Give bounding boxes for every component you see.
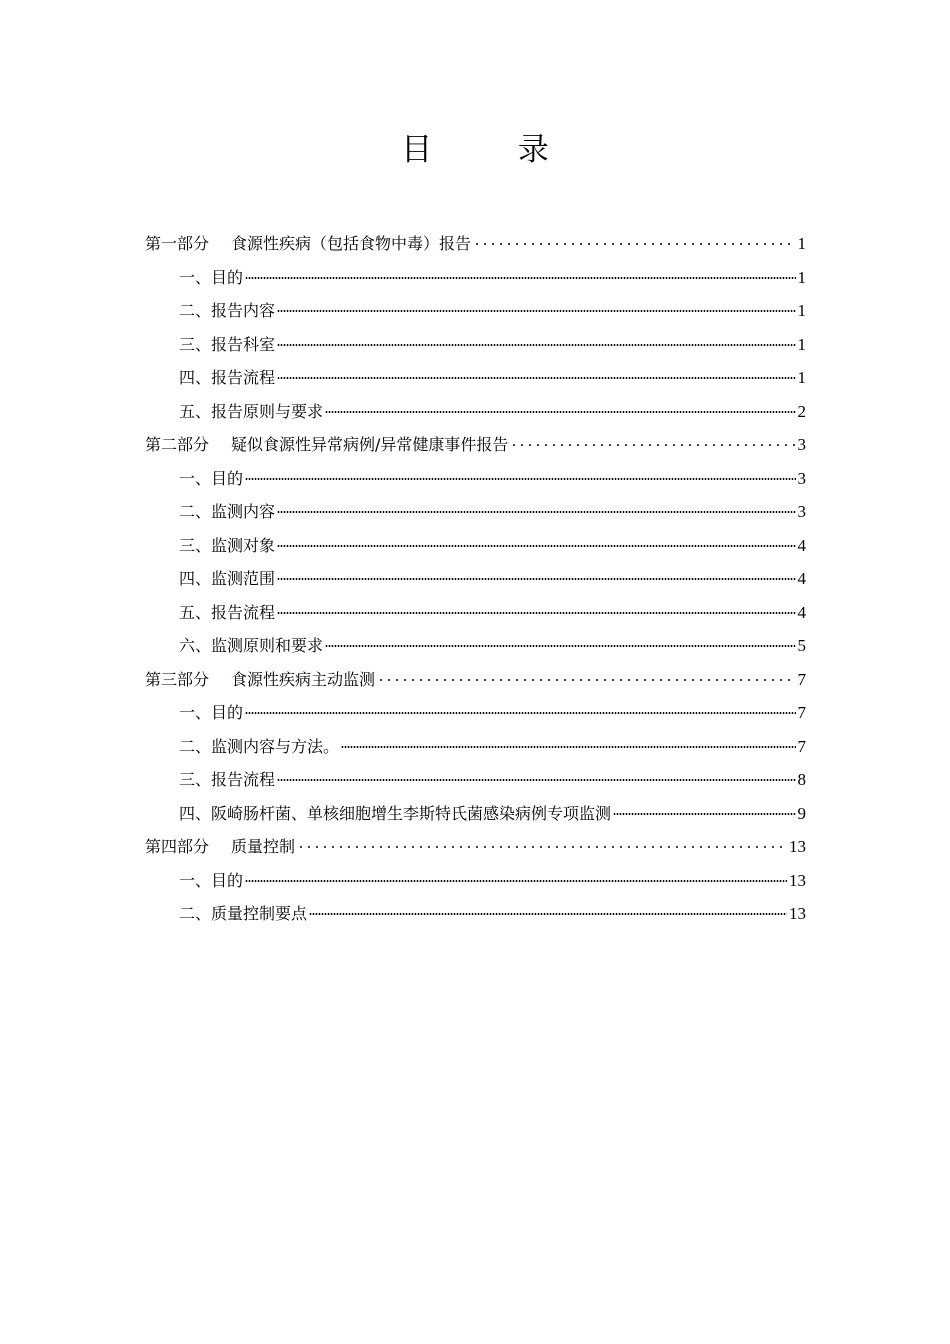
toc-section-entry[interactable] bbox=[145, 361, 806, 395]
toc-page-number: 9 bbox=[797, 803, 806, 823]
toc-page-number: 8 bbox=[797, 770, 806, 789]
toc-page-number: 13 bbox=[789, 837, 806, 856]
toc-part-number: 第一部分 bbox=[145, 234, 210, 253]
toc-page-number: 5 bbox=[797, 636, 806, 655]
toc-entry-text: 质量控制 bbox=[231, 837, 296, 856]
toc-page-number: 7 bbox=[797, 736, 806, 756]
toc-entry-text: 四、监测范围 bbox=[179, 569, 276, 588]
toc-page-number: 4 bbox=[797, 569, 806, 588]
toc-entry-label bbox=[179, 529, 275, 563]
toc-entry-label bbox=[179, 763, 275, 797]
toc-page-number: 13 bbox=[789, 870, 806, 890]
toc-entry-label bbox=[145, 663, 375, 697]
dot-leader bbox=[277, 545, 795, 547]
dot-leader bbox=[277, 377, 795, 379]
toc-entry-label bbox=[179, 696, 243, 730]
toc-part-entry[interactable] bbox=[145, 830, 806, 864]
toc-entry-text: 一、目的 bbox=[179, 703, 244, 722]
toc-section-entry[interactable] bbox=[145, 629, 806, 663]
dot-leader bbox=[245, 277, 795, 279]
dot-leader bbox=[341, 746, 795, 748]
toc-entry-label bbox=[179, 294, 275, 328]
toc-section-entry[interactable] bbox=[145, 294, 806, 328]
toc-section-entry[interactable] bbox=[145, 462, 806, 496]
dot-leader bbox=[277, 511, 795, 513]
toc-page-number: 7 bbox=[797, 703, 806, 722]
toc-entry-text: 三、监测对象 bbox=[179, 535, 276, 555]
toc-section-entry[interactable] bbox=[145, 328, 806, 362]
toc-entry-label bbox=[179, 864, 243, 898]
toc-entry-text: 五、报告流程 bbox=[179, 602, 276, 622]
toc-entry-text: 四、阪崎肠杆菌、单核细胞增生李斯特氏菌感染病例专项监测 bbox=[179, 803, 612, 823]
toc-part-entry[interactable] bbox=[145, 227, 806, 261]
toc-page-number: 13 bbox=[789, 904, 806, 923]
dot-leader bbox=[325, 411, 795, 413]
toc-part-number: 第三部分 bbox=[145, 669, 210, 689]
toc-part-number: 第四部分 bbox=[145, 837, 210, 856]
toc-entry-label bbox=[179, 361, 275, 395]
toc-entry-label bbox=[179, 596, 275, 630]
toc-entry-text: 一、目的 bbox=[179, 267, 244, 287]
toc-entry-label bbox=[179, 562, 275, 596]
toc-entry-text: 二、质量控制要点 bbox=[179, 904, 308, 923]
toc-entry-text: 一、目的 bbox=[179, 870, 244, 890]
toc-part-entry[interactable] bbox=[145, 428, 806, 462]
toc-entry-label bbox=[179, 395, 323, 429]
toc-page-number: 1 bbox=[797, 334, 806, 354]
dot-leader bbox=[245, 712, 795, 714]
toc-entry-text: 四、报告流程 bbox=[179, 368, 276, 387]
toc-page-number: 2 bbox=[797, 401, 806, 421]
toc-section-entry[interactable] bbox=[145, 562, 806, 596]
page-title: 目 录 bbox=[401, 132, 587, 168]
dot-leader bbox=[297, 846, 787, 848]
dot-leader bbox=[277, 612, 795, 614]
toc-page-number: 1 bbox=[797, 368, 806, 387]
toc-section-entry[interactable] bbox=[145, 495, 806, 529]
toc-part-entry[interactable] bbox=[145, 663, 806, 697]
toc-section-entry[interactable] bbox=[145, 797, 806, 831]
dot-leader bbox=[377, 679, 795, 681]
dot-leader bbox=[510, 444, 795, 446]
toc-section-entry[interactable] bbox=[145, 529, 806, 563]
dot-leader bbox=[277, 310, 795, 312]
toc-section-entry[interactable] bbox=[145, 864, 806, 898]
dot-leader bbox=[613, 813, 795, 815]
toc-entry-text: 六、监测原则和要求 bbox=[179, 636, 324, 655]
toc-entry-text: 三、报告科室 bbox=[179, 334, 276, 354]
toc-part-number: 第二部分 bbox=[145, 435, 210, 454]
toc-entry-label bbox=[179, 328, 275, 362]
toc-entry-text: 二、报告内容 bbox=[179, 301, 276, 320]
dot-leader bbox=[473, 243, 795, 245]
toc-entry-label bbox=[145, 830, 295, 864]
toc-page-number: 3 bbox=[797, 435, 806, 454]
toc-entry-text: 食源性疾病（包括食物中毒）报告 bbox=[231, 234, 472, 253]
dot-leader bbox=[245, 880, 787, 882]
toc-entry-text: 三、报告流程 bbox=[179, 770, 276, 789]
toc-section-entry[interactable] bbox=[145, 596, 806, 630]
dot-leader bbox=[277, 578, 795, 580]
toc-entry-text: 食源性疾病主动监测 bbox=[231, 669, 376, 689]
toc-page-number: 3 bbox=[797, 502, 806, 521]
toc-entry-text: 二、监测内容与方法。 bbox=[179, 736, 340, 756]
toc-page-number: 3 bbox=[797, 468, 806, 488]
toc-section-entry[interactable] bbox=[145, 897, 806, 931]
toc-section-entry[interactable] bbox=[145, 696, 806, 730]
toc-entry-label bbox=[179, 730, 339, 764]
toc-entry-label bbox=[179, 629, 323, 663]
toc-page-number: 7 bbox=[797, 669, 806, 689]
toc-entry-label bbox=[179, 797, 611, 831]
toc-section-entry[interactable] bbox=[145, 730, 806, 764]
toc-section-entry[interactable] bbox=[145, 261, 806, 295]
dot-leader bbox=[325, 645, 795, 647]
dot-leader bbox=[245, 478, 795, 480]
toc-page-number: 1 bbox=[797, 267, 806, 287]
table-of-contents bbox=[145, 227, 806, 931]
dot-leader bbox=[309, 913, 787, 915]
toc-entry-text: 五、报告原则与要求 bbox=[179, 401, 324, 421]
toc-entry-label bbox=[179, 261, 243, 295]
toc-page-number: 4 bbox=[797, 535, 806, 555]
dot-leader bbox=[277, 344, 795, 346]
toc-entry-label bbox=[145, 428, 508, 462]
toc-entry-label bbox=[179, 495, 275, 529]
toc-page-number: 4 bbox=[797, 602, 806, 622]
toc-entry-text: 二、监测内容 bbox=[179, 502, 276, 521]
toc-section-entry[interactable] bbox=[145, 395, 806, 429]
toc-page-number: 1 bbox=[797, 234, 806, 253]
toc-entry-text: 疑似食源性异常病例/异常健康事件报告 bbox=[231, 435, 509, 454]
toc-entry-label bbox=[179, 462, 243, 496]
dot-leader bbox=[277, 779, 795, 781]
toc-entry-text: 一、目的 bbox=[179, 468, 244, 488]
toc-section-entry[interactable] bbox=[145, 763, 806, 797]
toc-entry-label bbox=[145, 227, 471, 261]
toc-entry-label bbox=[179, 897, 307, 931]
toc-page-number: 1 bbox=[797, 301, 806, 320]
